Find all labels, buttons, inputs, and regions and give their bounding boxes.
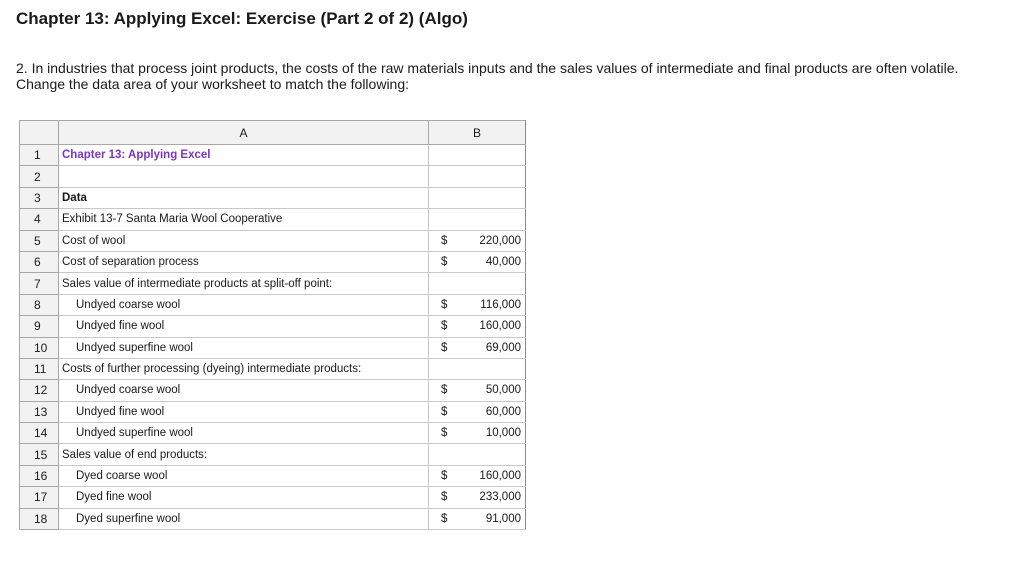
row-number[interactable]: 18: [20, 508, 59, 529]
row-number[interactable]: 11: [20, 358, 59, 379]
page-title: Chapter 13: Applying Excel: Exercise (Part 2 of 2) (Algo): [16, 9, 468, 28]
row-number[interactable]: 17: [20, 487, 59, 508]
table-row: [20, 358, 526, 379]
row-number[interactable]: 8: [20, 294, 59, 315]
cell-value: 69,000: [485, 341, 521, 354]
row-number[interactable]: 16: [20, 465, 59, 486]
row-number[interactable]: 2: [20, 166, 59, 187]
row-number[interactable]: 9: [20, 316, 59, 337]
table-row: [20, 187, 526, 208]
table-row: [20, 337, 526, 358]
cell-b[interactable]: [429, 230, 526, 251]
cell-value: 50,000: [485, 384, 521, 397]
row-number[interactable]: 3: [20, 187, 59, 208]
cell-b[interactable]: [429, 444, 526, 465]
cell-b[interactable]: [429, 358, 526, 379]
row-number[interactable]: 4: [20, 209, 59, 230]
cell-a[interactable]: Cost of wool: [59, 230, 429, 251]
currency-symbol: $: [441, 341, 448, 354]
currency-symbol: $: [441, 405, 448, 418]
spreadsheet-table: [19, 120, 526, 530]
cell-value: 40,000: [485, 256, 521, 269]
row-number[interactable]: 5: [20, 230, 59, 251]
cell-b[interactable]: [429, 166, 526, 187]
row-number[interactable]: 13: [20, 401, 59, 422]
currency-symbol: $: [441, 512, 448, 525]
cell-a[interactable]: Dyed coarse wool: [59, 465, 429, 486]
cell-value: 160,000: [479, 470, 521, 483]
cell-b[interactable]: [429, 487, 526, 508]
cell-a[interactable]: Cost of separation process: [59, 251, 429, 272]
table-row: [20, 465, 526, 486]
column-header-row: [20, 121, 526, 145]
cell-a[interactable]: Dyed superfine wool: [59, 508, 429, 529]
cell-a[interactable]: [59, 166, 429, 187]
row-number[interactable]: 14: [20, 423, 59, 444]
cell-a[interactable]: Undyed fine wool: [59, 401, 429, 422]
cell-a[interactable]: Chapter 13: Applying Excel: [59, 145, 429, 166]
table-row: [20, 145, 526, 166]
row-number[interactable]: 15: [20, 444, 59, 465]
currency-symbol: $: [441, 320, 448, 333]
corner-cell[interactable]: [20, 121, 59, 145]
instructions-text: 2. In industries that process joint products, the costs of the raw materials inputs and the sales values of intermediate and final products are often volatile. Change the data area of your worksheet to match the following:: [16, 60, 959, 92]
cell-a[interactable]: Undyed superfine wool: [59, 337, 429, 358]
cell-a[interactable]: Costs of further processing (dyeing) intermediate products:: [59, 358, 429, 379]
currency-symbol: $: [441, 298, 448, 311]
currency-symbol: $: [441, 491, 448, 504]
cell-a[interactable]: Exhibit 13-7 Santa Maria Wool Cooperative: [59, 209, 429, 230]
table-row: [20, 508, 526, 529]
cell-value: 233,000: [479, 491, 521, 504]
currency-symbol: $: [441, 427, 448, 440]
cell-b[interactable]: [429, 380, 526, 401]
cell-value: 160,000: [479, 320, 521, 333]
column-header-a[interactable]: A: [59, 121, 429, 145]
cell-value: 60,000: [485, 405, 521, 418]
cell-value: 91,000: [485, 512, 521, 525]
cell-a[interactable]: Undyed coarse wool: [59, 380, 429, 401]
table-row: [20, 380, 526, 401]
cell-b[interactable]: [429, 273, 526, 294]
table-row: [20, 251, 526, 272]
cell-b[interactable]: [429, 251, 526, 272]
table-row: [20, 316, 526, 337]
cell-value: 220,000: [479, 234, 521, 247]
cell-a[interactable]: Data: [59, 187, 429, 208]
cell-value: 116,000: [480, 298, 521, 311]
cell-b[interactable]: [429, 145, 526, 166]
cell-b[interactable]: [429, 209, 526, 230]
cell-b[interactable]: [429, 401, 526, 422]
table-row: [20, 423, 526, 444]
cell-a[interactable]: Sales value of intermediate products at split-off point:: [59, 273, 429, 294]
cell-b[interactable]: [429, 423, 526, 444]
currency-symbol: $: [441, 384, 448, 397]
currency-symbol: $: [441, 470, 448, 483]
table-row: [20, 230, 526, 251]
cell-a[interactable]: Sales value of end products:: [59, 444, 429, 465]
table-row: [20, 401, 526, 422]
cell-a[interactable]: Undyed coarse wool: [59, 294, 429, 315]
table-row: [20, 294, 526, 315]
table-row: [20, 166, 526, 187]
currency-symbol: $: [441, 256, 448, 269]
cell-b[interactable]: [429, 465, 526, 486]
cell-a[interactable]: Undyed fine wool: [59, 316, 429, 337]
table-row: [20, 209, 526, 230]
cell-b[interactable]: [429, 294, 526, 315]
row-number[interactable]: 7: [20, 273, 59, 294]
cell-b[interactable]: [429, 316, 526, 337]
cell-value: 10,000: [485, 427, 521, 440]
column-header-b[interactable]: B: [429, 121, 526, 145]
cell-a[interactable]: Dyed fine wool: [59, 487, 429, 508]
cell-b[interactable]: [429, 508, 526, 529]
table-row: [20, 487, 526, 508]
cell-b[interactable]: [429, 187, 526, 208]
row-number[interactable]: 10: [20, 337, 59, 358]
currency-symbol: $: [441, 234, 448, 247]
table-row: [20, 273, 526, 294]
cell-a[interactable]: Undyed superfine wool: [59, 423, 429, 444]
table-row: [20, 444, 526, 465]
row-number[interactable]: 6: [20, 251, 59, 272]
row-number[interactable]: 1: [20, 145, 59, 166]
row-number[interactable]: 12: [20, 380, 59, 401]
cell-b[interactable]: [429, 337, 526, 358]
